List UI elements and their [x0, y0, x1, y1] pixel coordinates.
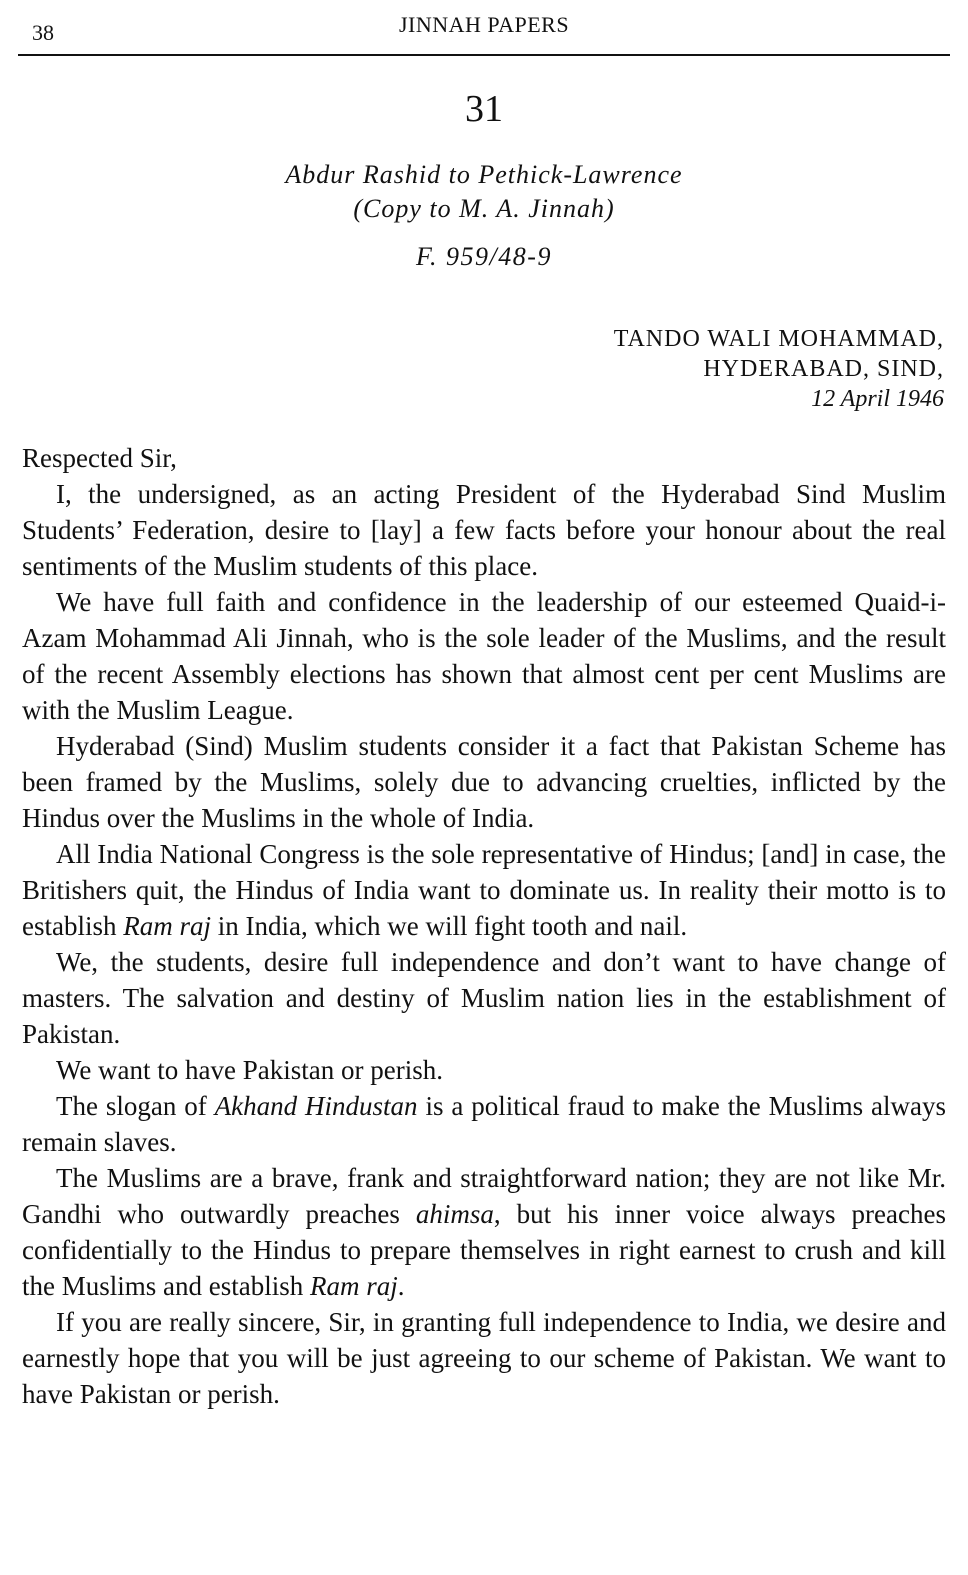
document-heading	[22, 158, 946, 226]
paragraph-3: Hyderabad (Sind) Muslim students consider it a fact that Pakistan Scheme has been framed by the Muslims, solely due to advancing cruelties, inflicted by the Hindus over the Muslims in the whole of India.	[22, 731, 946, 833]
salutation: Respected Sir,	[22, 443, 177, 473]
page-number: 38	[32, 20, 54, 45]
paragraph-9: If you are really sincere, Sir, in granting full independence to India, we desire and earnestly hope that you will be just agreeing to our scheme of Pakistan. We want to have Pakistan or perish.	[22, 1307, 946, 1409]
paragraph-7-text-a: The slogan of	[56, 1091, 215, 1121]
document-number: 31	[465, 88, 503, 130]
paragraph-8-text-c: .	[397, 1271, 405, 1301]
sender-address	[22, 324, 946, 414]
paragraph-1: I, the undersigned, as an acting President of the Hyderabad Sind Muslim Students’ Federation, desire to [lay] a few facts before your honour about the real sentiments of the Muslim students of this place.	[22, 479, 946, 581]
paragraph-4-text-b: in India, which we will fight tooth and nail.	[211, 911, 688, 941]
paragraph-7-text-b: is a political fraud to make the Muslims always remain slaves.	[22, 1091, 946, 1157]
paragraph-8	[22, 1160, 946, 1304]
paragraph-4-text-a: All India National Congress is the sole representative of Hindus; [and] in case, the Britishers quit, the Hindus of India want to dominate us. In reality their motto is to establish	[22, 839, 946, 941]
header-rule	[18, 54, 950, 56]
heading-line-1: Abdur Rashid to Pethick-Lawrence	[285, 160, 683, 189]
letter-date: 12 April 1946	[811, 386, 944, 412]
heading-line-2: (Copy to M. A. Jinnah)	[353, 194, 615, 223]
paragraph-6: We want to have Pakistan or perish.	[56, 1055, 443, 1085]
paragraph-8-text-a: The Muslims are a brave, frank and straightforward nation; they are not like Mr. Gandhi who outwardly preaches	[22, 1163, 946, 1229]
paragraph-5: We, the students, desire full independence and don’t want to have change of masters. The salvation and destiny of Muslim nation lies in the establishment of Pakistan.	[22, 947, 946, 1049]
paragraph-7	[22, 1088, 946, 1160]
letter-body	[22, 476, 946, 1412]
running-head	[22, 0, 946, 48]
paragraph-4-emphasis: Ram raj	[123, 911, 211, 941]
paragraph-4	[22, 836, 946, 944]
address-line-2: HYDERABAD, SIND,	[703, 356, 944, 382]
paragraph-8-emphasis-1: ahimsa	[415, 1199, 494, 1229]
paragraph-2: We have full faith and confidence in the leadership of our esteemed Quaid-i-Azam Mohammad Ali Jinnah, who is the sole leader of the Muslims, and the result of the recent Assembly elections has shown that almost cent per cent Muslims are with the Muslim League.	[22, 587, 946, 725]
running-title: JINNAH PAPERS	[398, 12, 570, 37]
paragraph-8-text-b: , but his inner voice always preaches confidentially to the Hindus to prepare themselves in right earnest to crush and kill the Muslims and establish	[22, 1199, 946, 1301]
paragraph-7-emphasis: Akhand Hindustan	[214, 1091, 418, 1121]
paragraph-8-emphasis-2: Ram raj	[309, 1271, 398, 1301]
file-reference: F. 959/48-9	[416, 242, 552, 271]
address-line-1: TANDO WALI MOHAMMAD,	[613, 326, 944, 352]
